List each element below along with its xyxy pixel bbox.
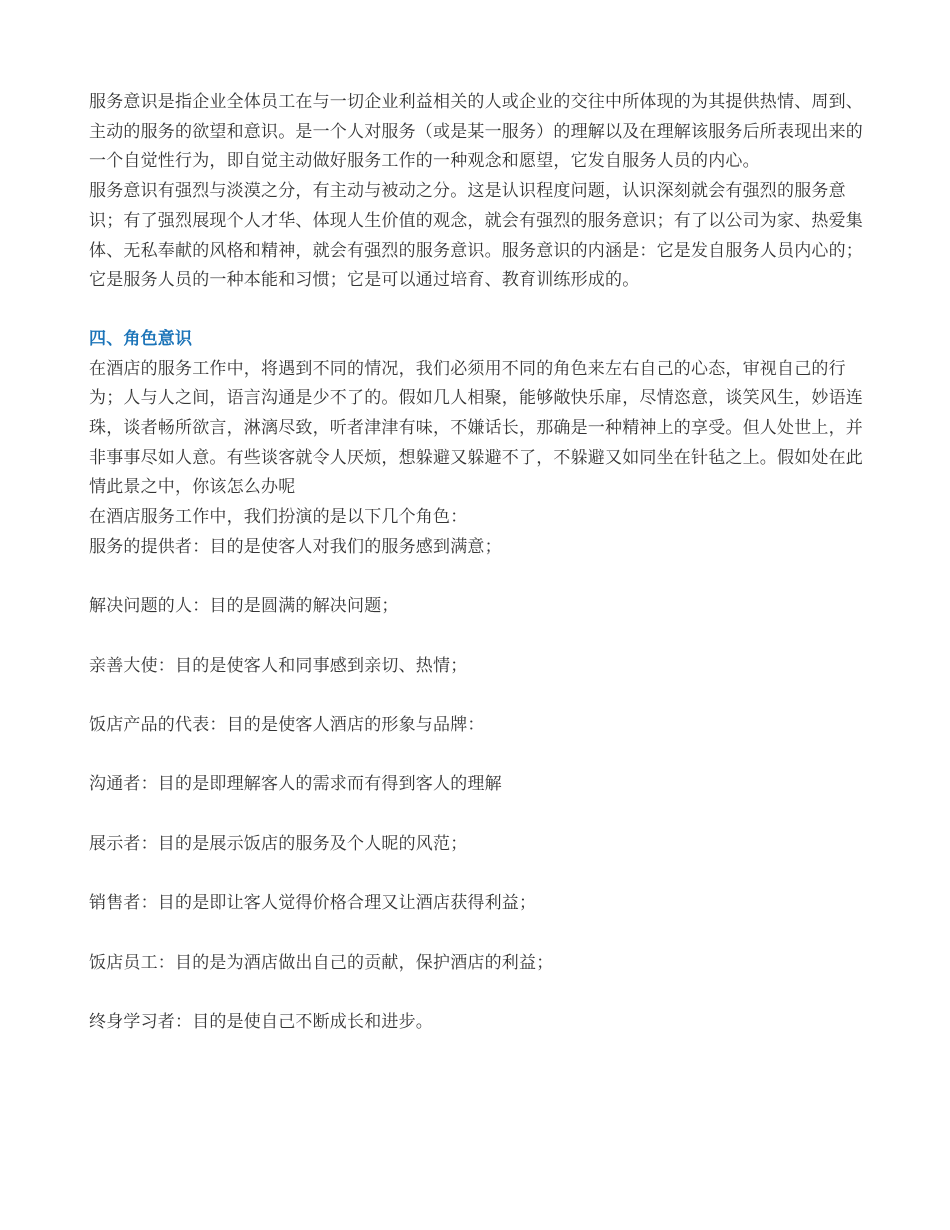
document-body xyxy=(89,88,864,1067)
role-item: 销售者：目的是即让客人觉得价格合理又让酒店获得利益； xyxy=(89,893,537,914)
section-heading-role-awareness: 四、角色意识 xyxy=(89,328,193,349)
paragraph-role-awareness: 在酒店的服务工作中，将遇到不同的情况，我们必须用不同的角色来左右自己的心态，审视自己的行为；人与人之间，语言沟通是少不了的。假如几人相聚，能够敞快乐扉，尽情恣意，谈笑风生，妙语连珠，谈者畅所欲言，淋漓尽致，听者津津有味，不嫌话长，那确是一种精神上的享受。但人处世上，并非事事尽如人意。有些谈客就令人厌烦，想躲避又躲避不了，不躲避又如同坐在针毡之上。假如处在此情此景之中，你该怎么办呢 xyxy=(89,358,863,498)
role-item: 亲善大使：目的是使客人和同事感到亲切、热情； xyxy=(89,655,468,676)
role-item: 展示者：目的是展示饭店的服务及个人昵的风范； xyxy=(89,833,468,854)
roles-intro: 在酒店服务工作中，我们扮演的是以下几个角色： xyxy=(89,507,468,528)
role-item: 饭店产品的代表：目的是使客人酒店的形象与品牌： xyxy=(89,715,485,736)
paragraph-service-awareness-definition: 服务意识是指企业全体员工在与一切企业利益相关的人或企业的交往中所体现的为其提供热情、周到、主动的服务的欲望和意识。是一个人对服务（或是某一服务）的理解以及在理解该服务后所表现出来的一个自觉性行为，即自觉主动做好服务工作的一种观念和愿望，它发自服务人员的内心。 xyxy=(89,92,863,172)
role-item: 饭店员工：目的是为酒店做出自己的贡献，保护酒店的利益； xyxy=(89,952,554,973)
role-item: 解决问题的人：目的是圆满的解决问题； xyxy=(89,596,399,617)
role-item: 终身学习者：目的是使自己不断成长和进步。 xyxy=(89,1011,433,1032)
paragraph-service-awareness-levels: 服务意识有强烈与淡漠之分，有主动与被动之分。这是认识程度问题，认识深刻就会有强烈的服务意识；有了强烈展现个人才华、体现人生价值的观念，就会有强烈的服务意识；有了以公司为家、热爱集体、无私奉献的风格和精神，就会有强烈的服务意识。服务意识的内涵是：它是发自服务人员内心的；它是服务人员的一种本能和习惯；它是可以通过培育、教育训练形成的。 xyxy=(89,181,863,291)
role-item: 服务的提供者：目的是使客人对我们的服务感到满意； xyxy=(89,536,502,557)
role-item: 沟通者：目的是即理解客人的需求而有得到客人的理解 xyxy=(89,774,502,795)
